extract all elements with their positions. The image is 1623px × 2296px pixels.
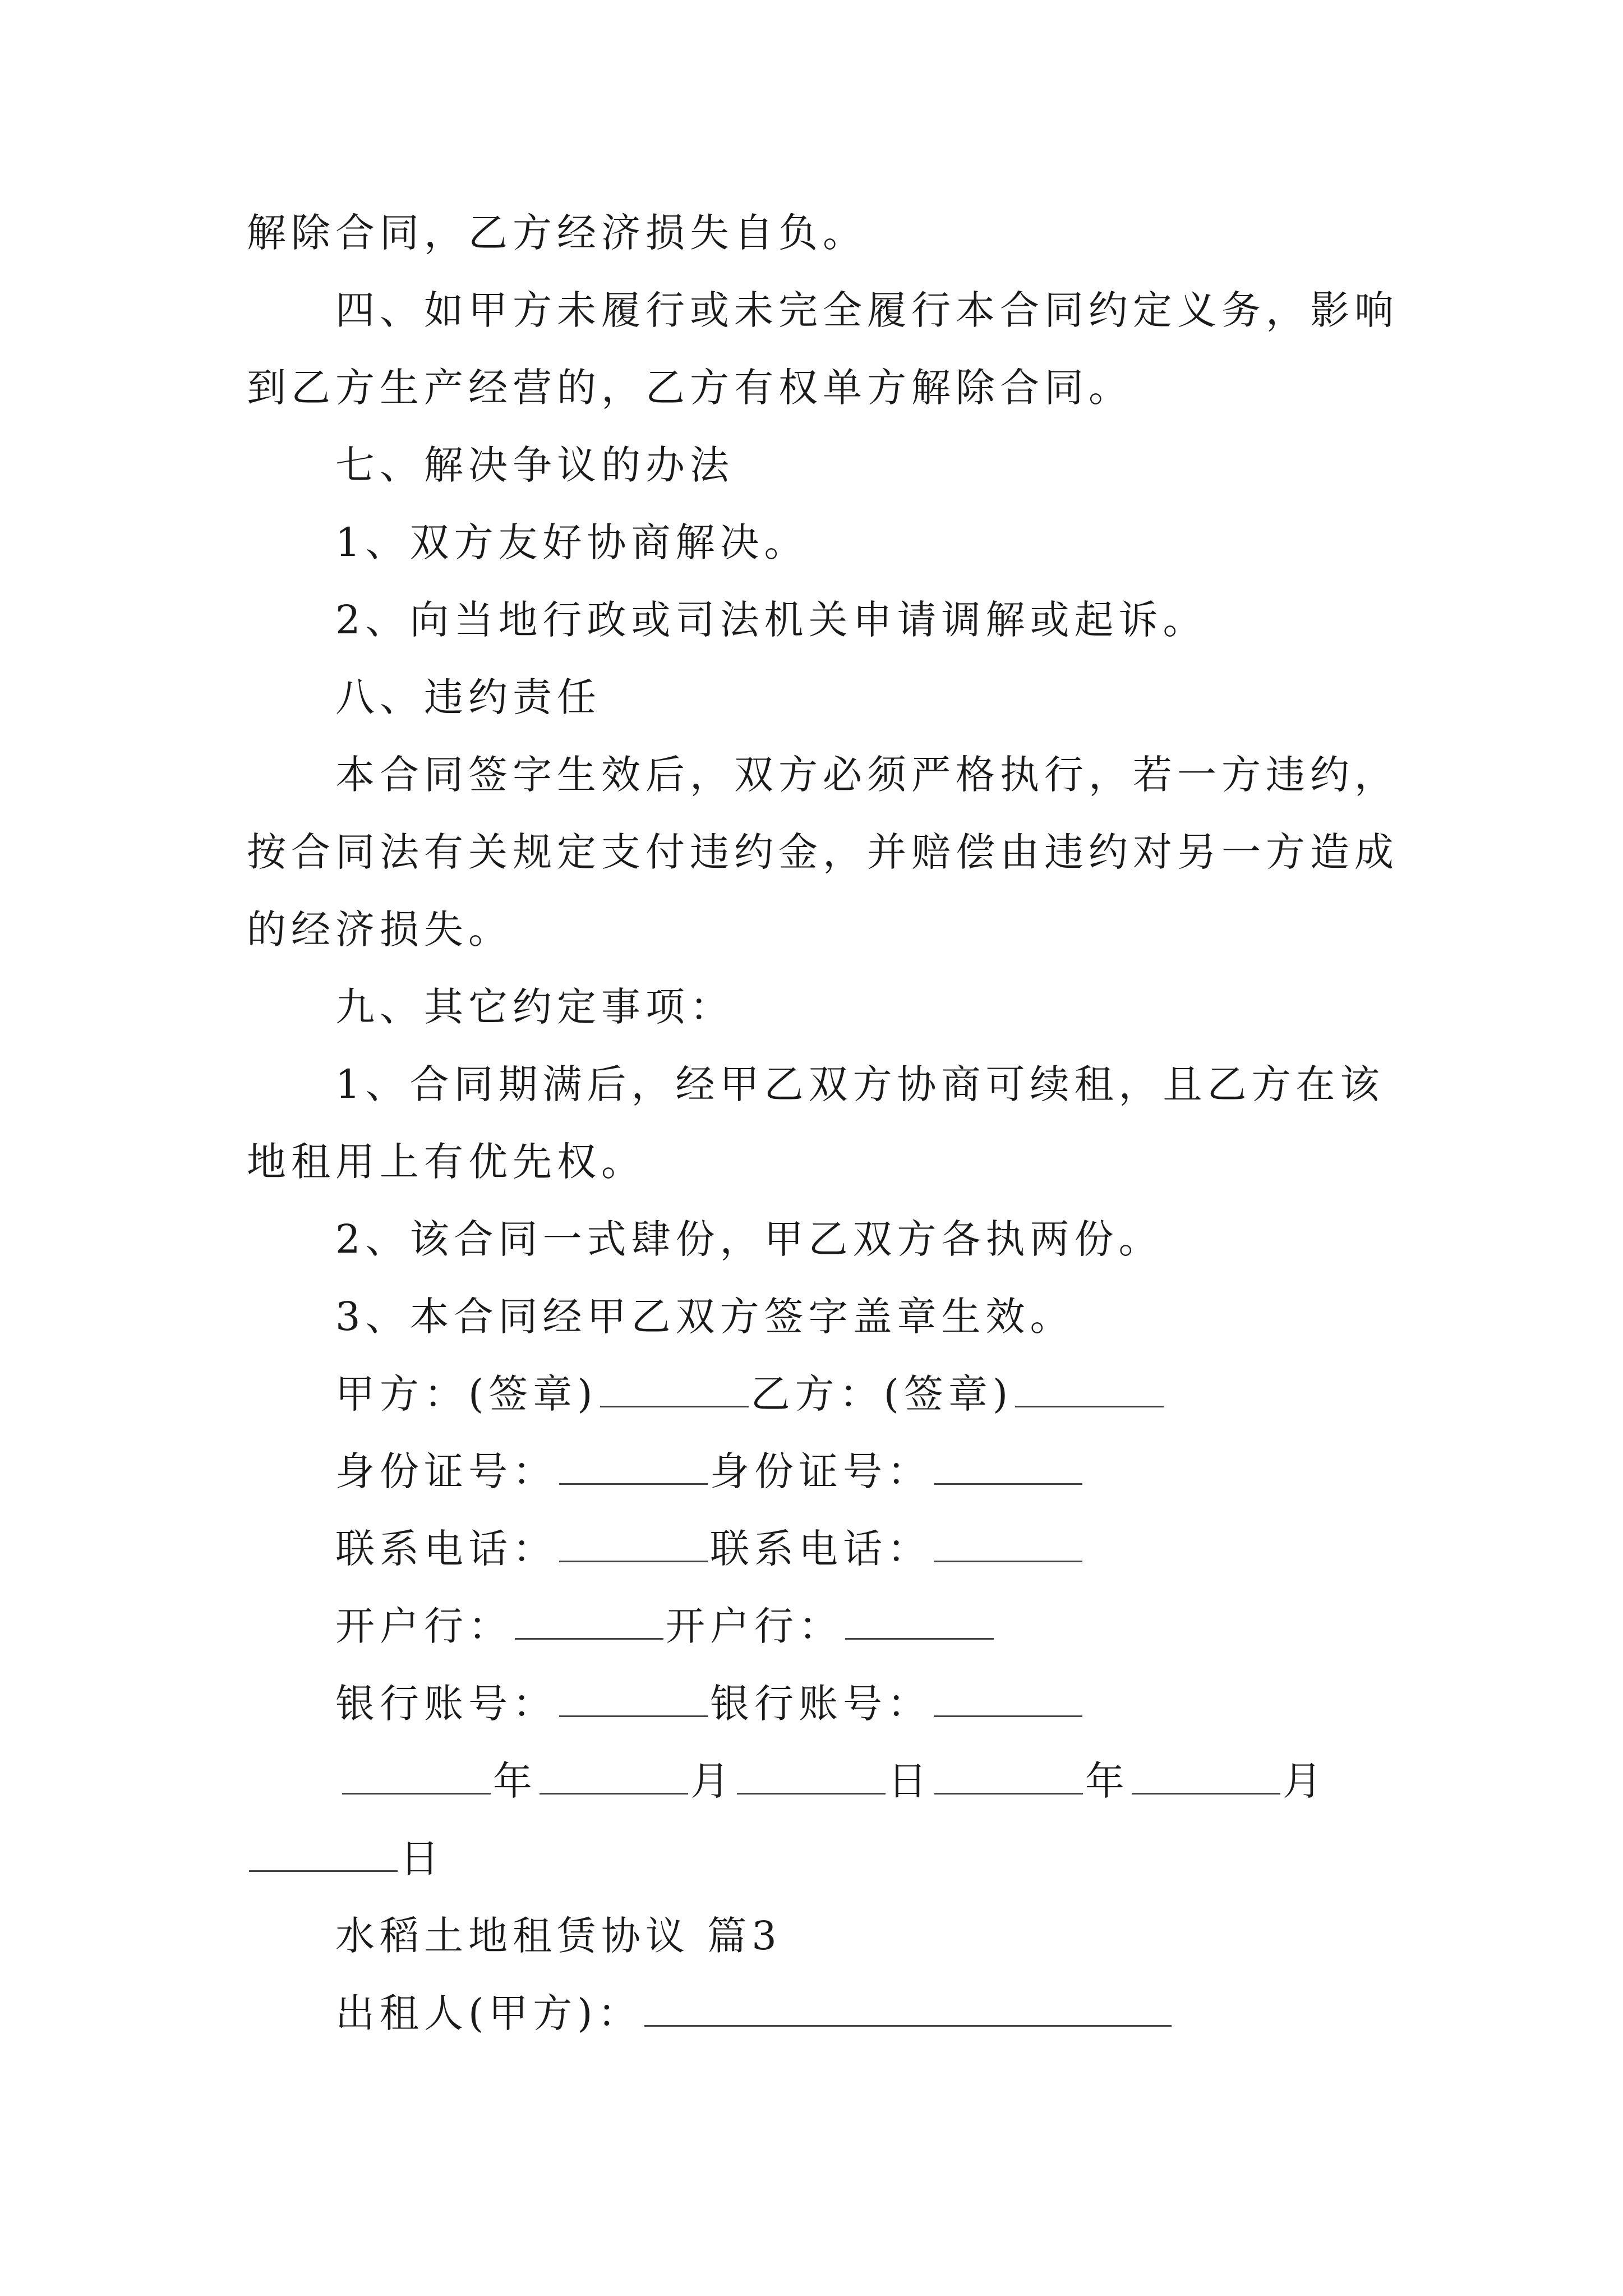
- text-line: 按合同法有关规定支付违约金，并赔偿由违约对另一方造成: [247, 829, 1399, 875]
- year-blank-b: [934, 1758, 1083, 1795]
- phone-label-b: 联系电话：: [710, 1526, 932, 1572]
- signature-row-id: [335, 1446, 1085, 1497]
- month-blank-b: [1132, 1758, 1280, 1795]
- text-line: 四、如甲方未履行或未完全履行本合同约定义务，影响: [335, 287, 1399, 333]
- signature-row-phone: [335, 1524, 1085, 1574]
- party-b-label: 乙方：(签章): [750, 1371, 1013, 1417]
- section-heading: 七、解决争议的办法: [335, 442, 734, 488]
- signature-row-parties: [335, 1369, 1166, 1419]
- account-label-b: 银行账号：: [710, 1681, 932, 1727]
- section-heading: 九、其它约定事项：: [335, 984, 734, 1030]
- bank-label-b: 开户行：: [666, 1603, 843, 1649]
- lessor-label: 出租人(甲方)：: [335, 1990, 642, 2036]
- bank-blank-b: [845, 1603, 994, 1640]
- year-label-a: 年: [493, 1758, 537, 1804]
- year-blank-a: [342, 1758, 491, 1795]
- id-label-b: 身份证号：: [710, 1448, 932, 1494]
- text-line: 地租用上有优先权。: [247, 1139, 645, 1185]
- day-label-a: 日: [888, 1758, 932, 1804]
- section-heading: 八、违约责任: [335, 674, 601, 720]
- id-blank-a: [559, 1448, 708, 1485]
- text-line: 解除合同，乙方经济损失自负。: [247, 210, 867, 256]
- id-blank-b: [934, 1448, 1082, 1485]
- text-line: 1、合同期满后，经甲乙双方协商可续租，且乙方在该: [335, 1061, 1385, 1107]
- day-blank-a: [737, 1758, 886, 1795]
- party-a-label: 甲方：(签章): [335, 1371, 598, 1417]
- account-blank-a: [559, 1681, 708, 1717]
- party-a-blank: [600, 1371, 749, 1407]
- date-row-continued: [247, 1833, 444, 1884]
- text-line: 本合同签字生效后，双方必须严格执行，若一方违约，: [335, 752, 1399, 798]
- phone-blank-a: [559, 1526, 708, 1562]
- party-b-blank: [1015, 1371, 1164, 1407]
- year-label-b: 年: [1085, 1758, 1129, 1804]
- lessor-row: [335, 1988, 1174, 2039]
- phone-label-a: 联系电话：: [335, 1526, 557, 1572]
- text-line: 2、向当地行政或司法机关申请调解或起诉。: [335, 597, 1207, 643]
- account-blank-b: [934, 1681, 1082, 1717]
- phone-blank-b: [934, 1526, 1082, 1562]
- text-line: 2、该合同一式肆份，甲乙双方各执两份。: [335, 1216, 1163, 1262]
- text-line: 3、本合同经甲乙双方签字盖章生效。: [335, 1294, 1075, 1340]
- text-line: 1、双方友好协商解决。: [335, 519, 809, 565]
- month-label-b: 月: [1283, 1758, 1327, 1804]
- day-label-b: 日: [400, 1835, 444, 1881]
- text-line: 的经济损失。: [247, 907, 513, 953]
- section-title: 水稻土地租赁协议 篇3: [335, 1913, 782, 1959]
- month-blank-a: [540, 1758, 688, 1795]
- date-row: [340, 1756, 1327, 1806]
- bank-blank-a: [515, 1603, 663, 1640]
- text-line: 到乙方生产经营的，乙方有权单方解除合同。: [247, 365, 1133, 411]
- month-label-a: 月: [690, 1758, 735, 1804]
- account-label-a: 银行账号：: [335, 1681, 557, 1727]
- lessor-blank: [644, 1990, 1172, 2027]
- id-label-a: 身份证号：: [335, 1448, 557, 1494]
- bank-label-a: 开户行：: [335, 1603, 513, 1649]
- day-blank-b: [249, 1835, 398, 1872]
- signature-row-bank: [335, 1601, 996, 1651]
- signature-row-account: [335, 1678, 1085, 1729]
